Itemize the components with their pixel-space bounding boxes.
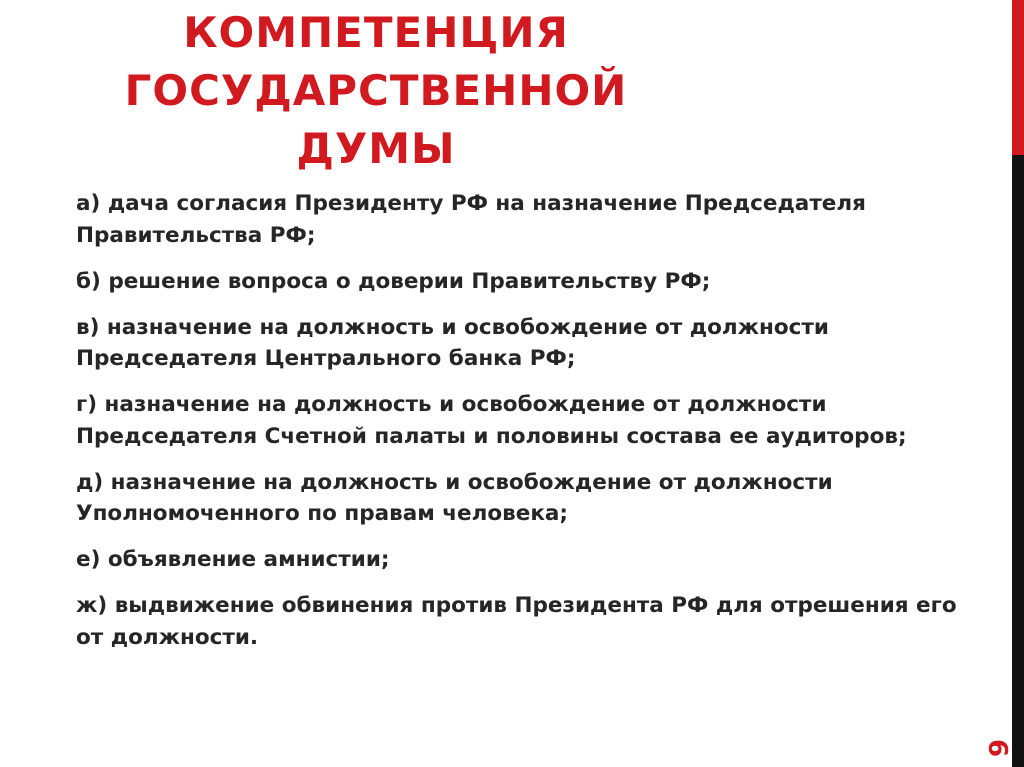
title-line: ГОСУДАРСТВЕННОЙ xyxy=(124,66,628,115)
title-line: ДУМЫ xyxy=(296,124,456,173)
list-item: г) назначение на должность и освобождение от должности Председателя Счетной палаты и половины состава ее аудиторов; xyxy=(76,392,907,449)
list-item: а) дача согласия Президенту РФ на назначение Председателя Правительства РФ; xyxy=(76,191,866,248)
list-item: ж) выдвижение обвинения против Президента РФ для отрешения его от должности. xyxy=(76,593,957,650)
accent-stripe-red xyxy=(1012,0,1024,155)
list-item: б) решение вопроса о доверии Правительству РФ; xyxy=(76,268,711,294)
title-line: КОМПЕТЕНЦИЯ xyxy=(183,8,569,57)
list-item: е) объявление амнистии; xyxy=(76,547,390,572)
page-number: 6 xyxy=(982,738,1012,758)
slide-title xyxy=(116,4,636,178)
accent-stripe-black xyxy=(1012,155,1024,767)
list-item: д) назначение на должность и освобождение от должности Уполномоченного по правам человека; xyxy=(76,469,833,526)
competence-list xyxy=(76,188,976,668)
list-item: в) назначение на должность и освобождение от должности Председателя Центрального банка РФ; xyxy=(76,314,829,371)
